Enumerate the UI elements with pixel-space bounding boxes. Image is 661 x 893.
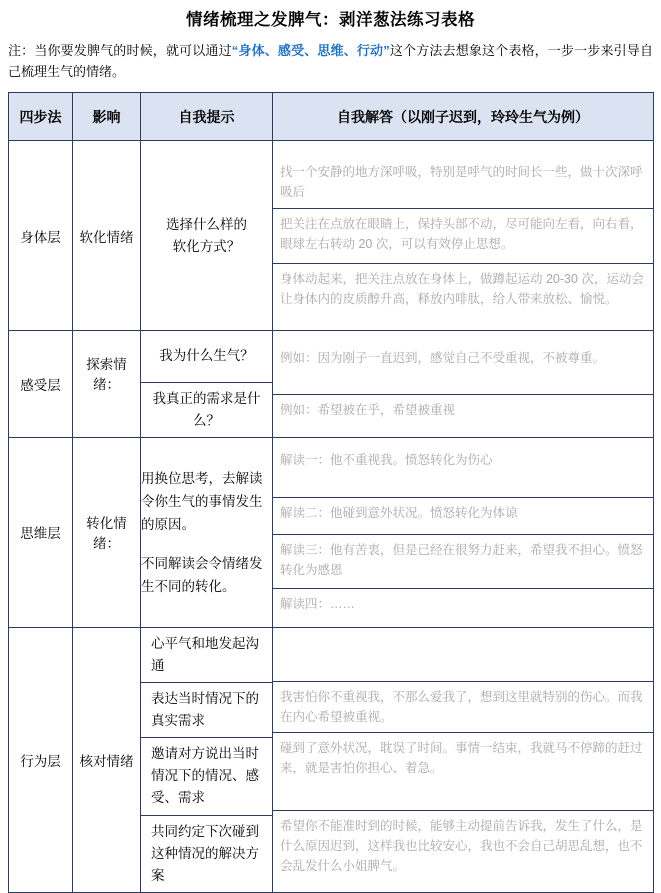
answer-subrow [273, 589, 653, 620]
prompt-subrow [141, 737, 272, 815]
prompt-text: 邀请对方说出当时情况下的情况、感受、需求 [141, 737, 272, 815]
answer-text: 希望你不能准时到的时候，能够主动提前告诉我，发生了什么，是什么原因迟到，这样我也比较安心，我也不会自己胡思乱想，也不会乱发什么小姐脾气。 [280, 818, 643, 873]
answer-subrow [273, 535, 653, 589]
prompt-subrow [141, 628, 272, 683]
prompt-subtable [141, 628, 272, 892]
column-header-answer: 自我解答（以刚子迟到，玲玲生气为例） [273, 93, 654, 141]
answer-subtable [273, 157, 653, 315]
answer-text: 解读一：他不重视我。愤怒转化为伤心 [273, 445, 653, 498]
effect-cell-feeling: 探索情绪： [73, 331, 141, 438]
table-row [9, 627, 654, 892]
table-row [9, 141, 654, 331]
note-prefix: 注：当你要发脾气的时候，就可以通过 [8, 43, 232, 58]
prompt-text: 共同约定下次碰到这种情况的解决方案 [151, 823, 259, 883]
answer-subrow [273, 394, 653, 425]
answer-text: 找一个安静的地方深呼吸，特别是呼气的时间长一些，做十次深呼吸后 [273, 157, 653, 209]
document-page [0, 8, 661, 883]
answer-text: 身体动起来，把关注点放在身体上，做蹲起运动 20-30 次，运动会让身体内的皮质醇升高，释放内啡肽，给人带来放松、愉悦。 [280, 272, 644, 307]
prompt-text: 我真正的需求是什么？ [152, 390, 261, 428]
prompt-cell-feeling [141, 331, 273, 438]
answer-text: 解读四：…… [280, 597, 356, 612]
prompt-subrow [141, 331, 272, 382]
answer-subrow [273, 445, 653, 498]
answer-text: 例如：因为刚子一直迟到，感觉自己不受重视，不被尊重。 [273, 343, 653, 394]
stage-cell-body: 身体层 [9, 141, 73, 331]
prompt-subrow [141, 382, 272, 437]
answer-subrow [273, 498, 653, 535]
prompt-cell-body [141, 141, 273, 331]
prompt-text: 我为什么生气？ [141, 331, 272, 382]
prompt-subrow [141, 815, 272, 892]
answer-cell-body [273, 141, 654, 331]
answer-cell-feeling [273, 331, 654, 438]
prompt-paragraph-1: 用换位思考，去解读令你生气的事情发生的原因。 [141, 470, 263, 532]
column-header-effect: 影响 [73, 93, 141, 141]
answer-text: 解读三：他有苦衷，但是已经在很努力赶来，希望我不担心。愤怒转化为感恩 [273, 535, 653, 589]
prompt-cell-thinking [141, 437, 273, 627]
effect-cell-thinking: 转化情绪： [73, 437, 141, 627]
answer-subtable [273, 445, 653, 620]
column-header-prompt: 自我提示 [141, 93, 273, 141]
answer-subrow [273, 264, 653, 315]
answer-text: 解读二：他碰到意外状况。愤怒转化为体谅 [273, 498, 653, 535]
table-header-row [9, 93, 654, 141]
answer-cell-action [273, 627, 654, 892]
note-highlight: “身体、感受、思维、行动” [231, 43, 390, 58]
effect-cell-body: 软化情绪 [73, 141, 141, 331]
table-row [9, 331, 654, 438]
answer-subrow [273, 638, 653, 681]
answer-subtable [273, 638, 653, 881]
answer-subtable [273, 343, 653, 425]
prompt-subtable [141, 331, 272, 437]
stage-cell-action: 行为层 [9, 627, 73, 892]
prompt-subrow [141, 682, 272, 737]
answer-cell-thinking [273, 437, 654, 627]
note-paragraph [8, 40, 653, 82]
answer-subrow [273, 681, 653, 732]
stage-cell-thinking: 思维层 [9, 437, 73, 627]
answer-subrow [273, 732, 653, 810]
page-title: 情绪梳理之发脾气：剥洋葱法练习表格 [186, 11, 475, 29]
column-header-stage: 四步法 [9, 93, 73, 141]
answer-text [273, 638, 653, 681]
prompt-line-2: 软化方式？ [172, 238, 241, 254]
answer-subrow [273, 343, 653, 394]
answer-text: 我害怕你不重视我，不那么爱我了，想到这里就特别的伤心。而我在内心希望被重视。 [273, 681, 653, 732]
stage-cell-feeling: 感受层 [9, 331, 73, 438]
table-row [9, 437, 654, 627]
prompt-text: 表达当时情况下的真实需求 [141, 682, 272, 737]
answer-subrow [273, 157, 653, 209]
prompt-line-1: 选择什么样的 [166, 216, 247, 232]
prompt-paragraph-2: 不同解读会令情绪发生不同的转化。 [141, 555, 263, 594]
practice-table [8, 92, 654, 893]
note-suffix: 这个方法去想象这个表格，一步一步来引导自己梳理生气的情绪。 [8, 43, 653, 79]
effect-cell-action: 核对情绪 [73, 627, 141, 892]
answer-text: 碰到了意外状况，耽误了时间。事情一结束，我就马不停蹄的赶过来，就是害怕你担心、着急。 [273, 732, 653, 810]
answer-subrow [273, 810, 653, 881]
answer-text: 例如：希望被在乎，希望被重视 [280, 402, 456, 417]
answer-subrow [273, 209, 653, 264]
prompt-cell-action [141, 627, 273, 892]
prompt-text: 心平气和地发起沟通 [141, 628, 272, 683]
answer-text: 把关注在点放在眼睛上，保持头部不动，尽可能向左看，向右看，眼球左右转动 20 次，可以有效停止思想。 [273, 209, 653, 264]
